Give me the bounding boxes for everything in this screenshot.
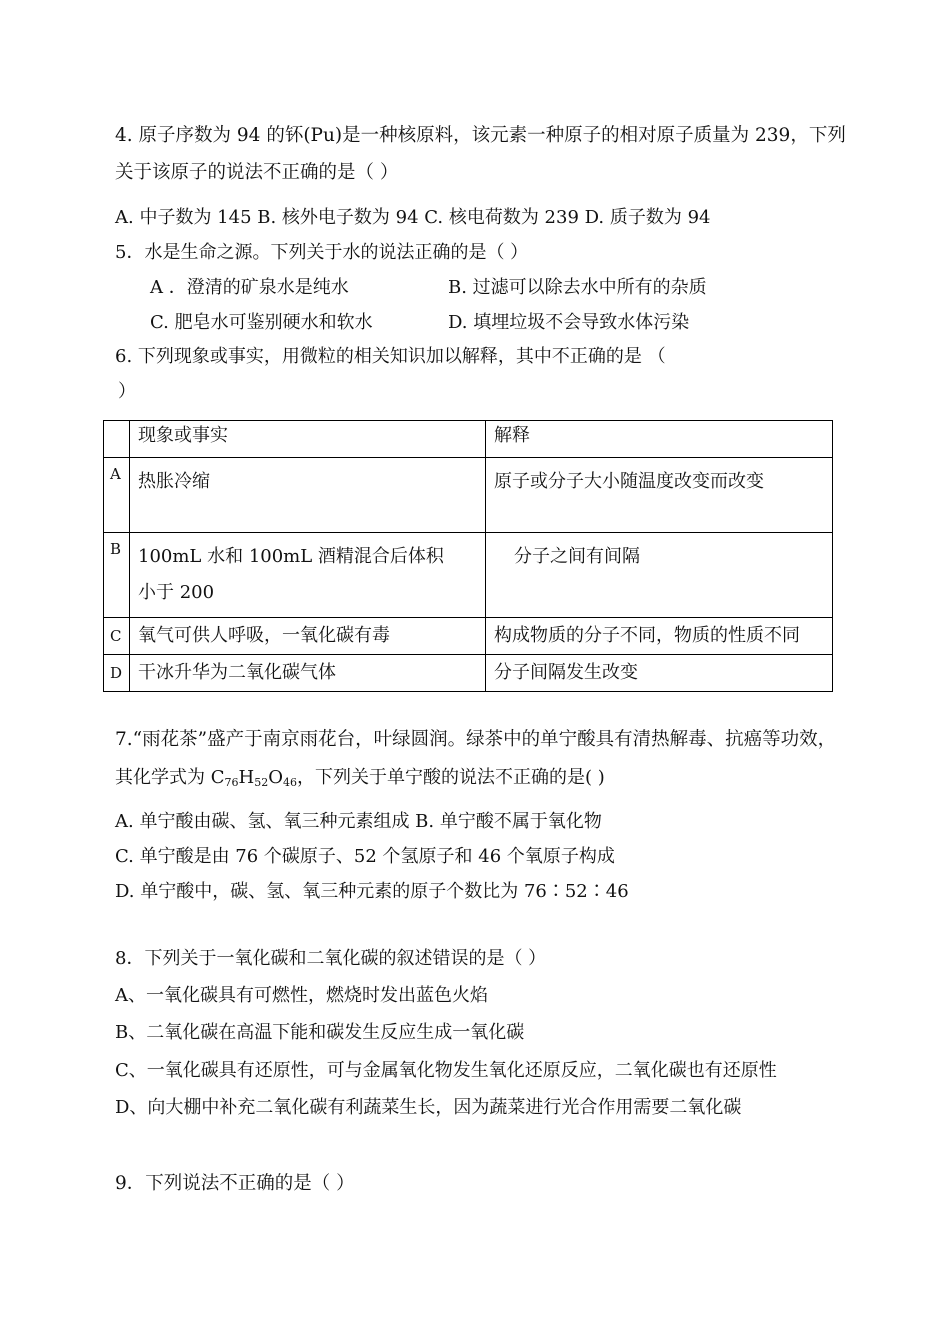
q8-option-c: C、一氧化碳具有还原性，可与金属氧化物发生氧化还原反应，二氧化碳也有还原性 — [115, 1060, 777, 1081]
q8-option-d: D、向大棚中补充二氧化碳有利蔬菜生长，因为蔬菜进行光合作用需要二氧化碳 — [115, 1097, 742, 1118]
formula-h: H — [238, 767, 255, 788]
formula-sub-h: 52 — [254, 776, 269, 789]
q7-option-c: C. 单宁酸是由 76 个碳原子、52 个氢原子和 46 个氧原子构成 — [115, 846, 615, 867]
q4-stem-line2: 关于该原子的说法不正确的是（ ） — [115, 162, 399, 183]
table-header-explain: 解释 — [486, 421, 833, 458]
q5-option-a: A ．澄清的矿泉水是纯水 — [150, 277, 349, 298]
q7-stem-line1: 7.“雨花茶”盛产于南京雨花台，叶绿圆润。绿茶中的单宁酸具有清热解毒、抗癌等功效， — [115, 729, 837, 750]
q8-option-b: B、二氧化碳在高温下能和碳发生反应生成一氧化碳 — [115, 1022, 525, 1043]
table-row — [104, 618, 833, 655]
table-header-fact: 现象或事实 — [130, 421, 486, 458]
q6-table — [103, 420, 833, 692]
table-header-row — [104, 421, 833, 458]
q5-option-c: C. 肥皂水可鉴别硬水和软水 — [150, 312, 373, 333]
q4-stem-line1: 4. 原子序数为 94 的钚(Pu)是一种核原料，该元素一种原子的相对原子质量为 239，下列 — [115, 125, 846, 146]
table-row — [104, 458, 833, 533]
q8-stem: 8．下列关于一氧化碳和二氧化碳的叙述错误的是（ ） — [115, 948, 547, 969]
q7-option-d: D. 单宁酸中，碳、氢、氧三种元素的原子个数比为 76∶52∶46 — [115, 881, 629, 902]
row-explain: 原子或分子大小随温度改变而改变 — [486, 458, 833, 533]
row-explain: 分子之间有间隔 — [486, 533, 833, 618]
q8-option-a: A、一氧化碳具有可燃性，燃烧时发出蓝色火焰 — [115, 985, 488, 1006]
q7-text-post: ，下列关于单宁酸的说法不正确的是( ) — [296, 767, 605, 788]
formula-sub-o: 46 — [282, 776, 297, 789]
q5-option-d: D. 填埋垃圾不会导致水体污染 — [448, 312, 690, 333]
formula-sub-c: 76 — [224, 776, 239, 789]
row-fact: 热胀冷缩 — [130, 458, 486, 533]
row-label: C — [104, 618, 130, 655]
q6-stem-end: ） — [118, 381, 136, 402]
table-row — [104, 533, 833, 618]
row-label: A — [104, 458, 130, 533]
table-row — [104, 655, 833, 692]
row-explain: 构成物质的分子不同，物质的性质不同 — [486, 618, 833, 655]
q4-options: A. 中子数为 145 B. 核外电子数为 94 C. 核电荷数为 239 D. 质子数为 94 — [115, 207, 711, 228]
table-header-label — [104, 421, 130, 458]
q5-stem: 5．水是生命之源。下列关于水的说法正确的是（ ） — [115, 242, 529, 263]
row-fact: 100mL 水和 100mL 酒精混合后体积小于 200 — [130, 533, 486, 618]
row-fact: 干冰升华为二氧化碳气体 — [130, 655, 486, 692]
q7-text-pre: 其化学式为 C — [115, 767, 225, 788]
q5-option-b: B. 过滤可以除去水中所有的杂质 — [448, 277, 707, 298]
q7-options-ab: A. 单宁酸由碳、氢、氧三种元素组成 B. 单宁酸不属于氧化物 — [115, 811, 602, 832]
row-label: D — [104, 655, 130, 692]
formula-o: O — [268, 767, 283, 788]
row-fact: 氧气可供人呼吸，一氧化碳有毒 — [130, 618, 486, 655]
row-label: B — [104, 533, 130, 618]
row-explain: 分子间隔发生改变 — [486, 655, 833, 692]
q6-stem: 6. 下列现象或事实，用微粒的相关知识加以解释，其中不正确的是 （ — [115, 346, 666, 367]
q9-stem: 9．下列说法不正确的是（ ） — [115, 1173, 355, 1194]
q7-stem-line2 — [115, 766, 605, 795]
